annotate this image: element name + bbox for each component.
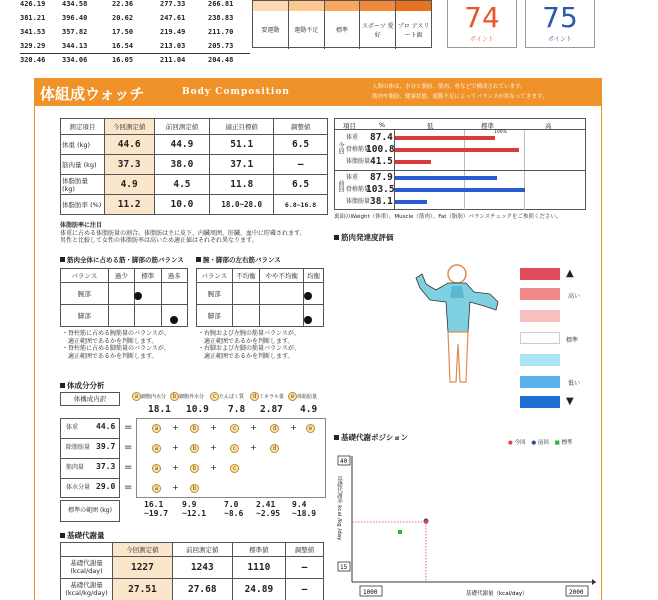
note-line: 適正範囲であるかを判断します。 [62,337,158,345]
scale-bar-5 [520,354,560,366]
y-tick-label: 40 [340,458,348,465]
bar-previous-muscle [395,188,525,192]
row-divider [60,458,120,459]
note-line: 適正範囲であるかを判断します。 [198,337,294,345]
plus-sign: + [210,463,217,472]
equals-sign: = [124,462,133,473]
row-divider [60,478,120,479]
row-value: 44.6 [96,422,116,431]
col-header: 標準値 [232,543,285,557]
row-label: 体重 [66,424,79,431]
score-box-previous [525,0,595,48]
row-label: 骨格筋量 [346,186,371,193]
legend-marker-previous: ● [531,440,537,446]
group-label: 今回 [337,142,344,154]
row-label: 除脂肪量 [66,444,91,451]
equals-sign: = [124,482,133,493]
bar-previous-weight [395,176,497,180]
col-head [288,392,317,401]
row-label: 体脂肪率 (%) [61,195,105,215]
header-std: 標準 [481,122,494,130]
legend-label: 今回 [514,440,526,446]
plus-sign: + [172,423,179,432]
balance-chart [334,118,586,210]
note-line: 適正範囲であるかを判断します。 [62,352,158,360]
header-desc-1: 人間の体は、水分と脂肪、筋肉、骨などで構成されています。 [372,84,526,90]
y-axis-label: 基礎代謝率 kcal /kg /day [336,476,342,541]
circle-d-icon: d [270,424,279,433]
adjust-value: 6.8~16.8 [274,195,328,215]
scale-bar-6 [520,376,560,388]
col-header: 均衡 [304,269,324,283]
row-value: 39.7 [96,442,116,451]
scale-bar-7 [520,396,560,408]
score-value: 74 [464,1,500,34]
plus-sign: + [172,443,179,452]
bar-current-fat [395,160,431,164]
section-header [34,78,602,106]
target-value: 11.8 [210,175,274,195]
circle-a-icon: a [152,484,161,493]
std-range: 9.9 ~12.1 [182,500,207,518]
circle-a-icon: a [152,444,161,453]
table-row [61,579,324,600]
circle-a-icon: a [152,424,161,433]
row-label: 体重 [346,174,359,181]
col-header: 前回測定値 [154,119,210,135]
current-point [424,520,428,524]
body-analysis-grid [60,392,328,522]
scale-bar-2 [520,288,560,300]
circle-a-icon: a [152,464,161,473]
divider [20,53,250,54]
body-figure-illustration [408,258,502,384]
col-value: 7.8 [228,404,246,415]
col-header: 今回測定値 [104,119,154,135]
equals-sign: = [124,442,133,453]
note-line: 適正範囲であるかを判断します。 [198,352,294,360]
table-row [61,155,328,175]
note-line: ・脊柱筋に占める脚筋量のバランスが、 [62,345,170,352]
circle-e-icon: e [306,424,315,433]
frame-right [601,106,602,600]
col-header: 測定項目 [61,119,105,135]
indicator-dot [170,316,178,324]
row-value: 37.3 [96,462,116,471]
adjust-value: — [274,155,328,175]
bullet-icon [334,235,339,240]
scale-bar-4 [520,332,560,344]
col-header: 適正目標値 [210,119,274,135]
fat-note-line1: 体重に占める体脂肪量の割合。体脂肪は主に皮下、内臓周囲、肝臓、血中に貯蔵されます。 [60,229,306,237]
circle-c-icon: c [230,464,239,473]
lr-balance-title [196,255,281,264]
col-header [61,543,113,557]
current-value: 37.3 [104,155,154,175]
muscle-eval-title [334,232,394,243]
circle-d-icon: d [270,444,279,453]
circle-icon: e [288,392,297,401]
col-header: 調整値 [274,119,328,135]
col-header: 過多 [161,269,187,283]
col-label: ミネラル量 [259,394,284,400]
activity-color-strip [253,1,431,11]
header-desc-2: 筋肉や脂肪、健康状態、運動不足によってバランスが異なってきます。 [372,94,548,100]
plus-sign: + [250,423,257,432]
col-value: 4.9 [300,404,318,415]
standard-point [398,530,402,534]
table-row [61,557,324,579]
circle-c-icon: c [230,424,239,433]
adjust-value: 6.5 [274,175,328,195]
indicator-dot [304,316,312,324]
balance-header [334,118,586,130]
frame-left [34,106,35,600]
col-label: 細胞外水分 [179,394,205,400]
col-head [210,392,244,401]
previous-value: 4.5 [154,175,210,195]
activity-label: スポーツ 愛好 [360,11,396,49]
balance-value: 38.1 [370,196,393,207]
activity-labels [253,11,431,49]
target-value: 51.1 [210,135,274,155]
legend-marker-standard: ■ [554,440,560,446]
col-header: バランス [61,269,109,283]
col-value: 10.9 [186,404,209,415]
bmr-position-title [334,432,408,443]
header-label: 体構成内訳 [60,392,120,406]
fat-note-line2: 男性と比較して女性の体脂肪率は高いため適正値はそれぞれ異なります。 [60,237,258,244]
bar-previous-fat [395,200,427,204]
legend-label: 標準 [561,440,573,446]
row-label: 体脂肪量 (kg) [61,175,105,195]
col-label: 細胞内水分 [141,394,167,400]
circle-icon: b [170,392,179,401]
row-label: 筋肉量 (kg) [61,155,105,175]
row-label: 基礎代謝量 (kcal/kg/day) [61,579,113,600]
row-label: 腕部 [61,283,109,305]
arrow-down-icon: ▼ [566,396,574,407]
row-label: 体脂肪量 [346,198,371,205]
header-high: 高 [545,122,552,130]
standard-value: 1110 [232,557,285,579]
bmr-title [60,530,105,541]
bmr-position-chart [330,452,600,600]
col-head [250,392,284,401]
target-value: 37.1 [210,155,274,175]
current-value: 4.9 [104,175,154,195]
note-line: ・脊柱筋に占める腕筋量のバランスが、 [62,330,170,337]
adjust-value: 6.5 [274,135,328,155]
row-label: 骨格筋量 [346,146,371,153]
score-unit: ポイント [469,36,494,43]
scale-bar-3 [520,310,560,322]
circle-icon: d [250,392,259,401]
col-header: 標準 [135,269,161,283]
previous-value: 10.0 [154,195,210,215]
col-header: 今回測定値 [113,543,173,557]
activity-label: プロ アスリート級 [397,23,430,39]
plus-sign: + [210,443,217,452]
col-header: バランス [197,269,233,283]
col-header: 前回測定値 [172,543,232,557]
x-axis-label: 基礎代謝量（kcal/day） [466,591,528,597]
row-label: 脚部 [197,305,233,327]
scale-bar-1 [520,268,560,280]
std-range: 2.41 ~2.95 [256,500,281,518]
row-label: 体重 [346,134,359,141]
table-row [61,195,328,215]
previous-value: 1243 [172,557,232,579]
label-high: 高い [568,293,581,300]
col-header: 過少 [108,269,134,283]
header-title-en: Body Composition [182,87,290,97]
col-label: 体脂肪量 [297,394,318,400]
legend-label: 前回 [537,440,549,446]
bmr-table [60,542,324,600]
bullet-icon [60,383,65,388]
x-tick-label: 2000 [569,589,584,596]
plus-sign: + [172,483,179,492]
score-unit: ポイント [547,36,572,43]
activity-label: 要運動 [253,11,289,49]
activity-label: 標準 [325,11,361,49]
previous-value: 44.9 [154,135,210,155]
adjust-value: — [286,557,324,579]
scale-label: 100% [494,130,507,135]
y-tick-label: 15 [340,564,348,571]
x-axis-arrow [592,579,596,585]
score-box-current [447,0,517,48]
activity-label: 運動不足 [289,11,325,49]
plus-sign: + [172,463,179,472]
title-text: 基礎代謝量 [67,531,105,540]
col-header: 不均衡 [232,269,260,283]
previous-value: 27.68 [172,579,232,600]
header-pct: % [379,121,386,129]
circle-icon: a [132,392,141,401]
row-divider [60,438,120,439]
group-label: 前回 [337,180,344,192]
col-value: 18.1 [148,404,171,415]
circle-b-icon: b [190,444,199,453]
row-value: 29.0 [96,482,116,491]
previous-value: 38.0 [154,155,210,175]
circle-icon: c [210,392,219,401]
circle-b-icon: b [190,464,199,473]
plus-sign: + [290,423,297,432]
circle-c-icon: c [230,444,239,453]
std-range: 16.1 ~19.7 [144,500,169,518]
bullet-icon [196,257,201,262]
row-label: 体重 (kg) [61,135,105,155]
title-text: 体成分分析 [67,381,105,390]
col-head [170,392,204,401]
row-label: 脚部 [61,305,109,327]
title-text: 筋肉発達度評価 [341,233,394,242]
indicator-dot [134,292,142,300]
col-header: 調整値 [286,543,324,557]
title-text: 腕・脚部の左右筋バランス [203,256,281,264]
bar-current-weight [395,136,495,140]
header-title-jp: 体組成ウォッチ [40,85,145,103]
bullet-icon [334,435,339,440]
x-tick-label: 1000 [363,589,378,596]
balance-value: 100.8 [366,144,395,155]
title-text: 基礎代謝ポジション [341,433,409,442]
balance-value: 103.5 [366,184,395,195]
std-label: 標準の範囲 (kg) [60,500,120,522]
bar-current-muscle [395,148,519,152]
row-label: 筋肉量 [66,464,85,471]
whole-balance-notes [62,330,170,360]
measure-table [60,118,328,215]
current-value: 27.51 [113,579,173,600]
lr-balance-notes [198,330,300,360]
bmr-legend [508,438,573,446]
body-analysis-title [60,380,105,391]
row-label: 体脂肪量 [346,158,371,165]
target-value: 18.0~28.0 [210,195,274,215]
circle-b-icon: b [190,484,199,493]
label-standard: 標準 [566,337,579,344]
balance-footnote: 裏面のWeight（体重）、Muscle（筋肉）、Fat（脂肪）バランスチェックをご参照ください。 [334,214,562,220]
col-value: 2.87 [260,404,283,415]
bullet-icon [60,533,65,538]
label-low: 低い [568,380,581,387]
balance-value: 87.9 [370,172,393,183]
score-value: 75 [542,1,578,34]
balance-value: 41.5 [370,156,393,167]
legend-marker-current: ● [508,440,513,446]
table-row [61,135,328,155]
balance-value: 87.4 [370,132,393,143]
bullet-icon [60,257,65,262]
table-row [61,175,328,195]
col-label: たんぱく質 [219,394,245,400]
row-label: 腕部 [197,283,233,305]
std-range: 7.0 ~8.6 [224,500,244,518]
header-low: 低 [427,122,434,130]
fat-note [60,222,332,245]
top-left-table: 426.19 434.58 22.36 277.33 266.81 381.21 396.40 20.62 247.61 238.83 341.53 357.82 17.50 219.49 211.70 329.29 344.13 16.54 213.03 205.73 320.46 334.06 16.05 211.04 204.48 [20,0,250,66]
whole-balance-table [60,268,188,327]
standard-value: 24.89 [232,579,285,600]
current-value: 44.6 [104,135,154,155]
col-head [132,392,166,401]
plus-sign: + [210,423,217,432]
circle-b-icon: b [190,424,199,433]
title-text: 筋肉全体に占める筋・脚部の筋バランス [67,256,184,264]
row-label: 体水分量 [66,484,91,491]
note-line: ・右腕および左腕の筋量バランスが、 [198,330,300,337]
indicator-dot [304,292,312,300]
note-line: ・右脚および左脚の筋量バランスが、 [198,345,300,352]
arrow-up-icon: ▲ [566,268,574,279]
activity-level-table [252,0,432,48]
adjust-value: — [286,579,324,600]
whole-balance-title [60,255,184,264]
plus-sign: + [250,443,257,452]
col-header: やや不均衡 [260,269,304,283]
std-range: 9.4 ~18.9 [292,500,317,518]
current-value: 11.2 [104,195,154,215]
fat-note-title: 体脂肪率に注目 [60,222,103,229]
current-value: 1227 [113,557,173,579]
equals-sign: = [124,422,133,433]
row-divider [334,170,586,171]
header-item: 項目 [343,122,356,130]
row-label: 基礎代謝量 (kcal/day) [61,557,113,579]
